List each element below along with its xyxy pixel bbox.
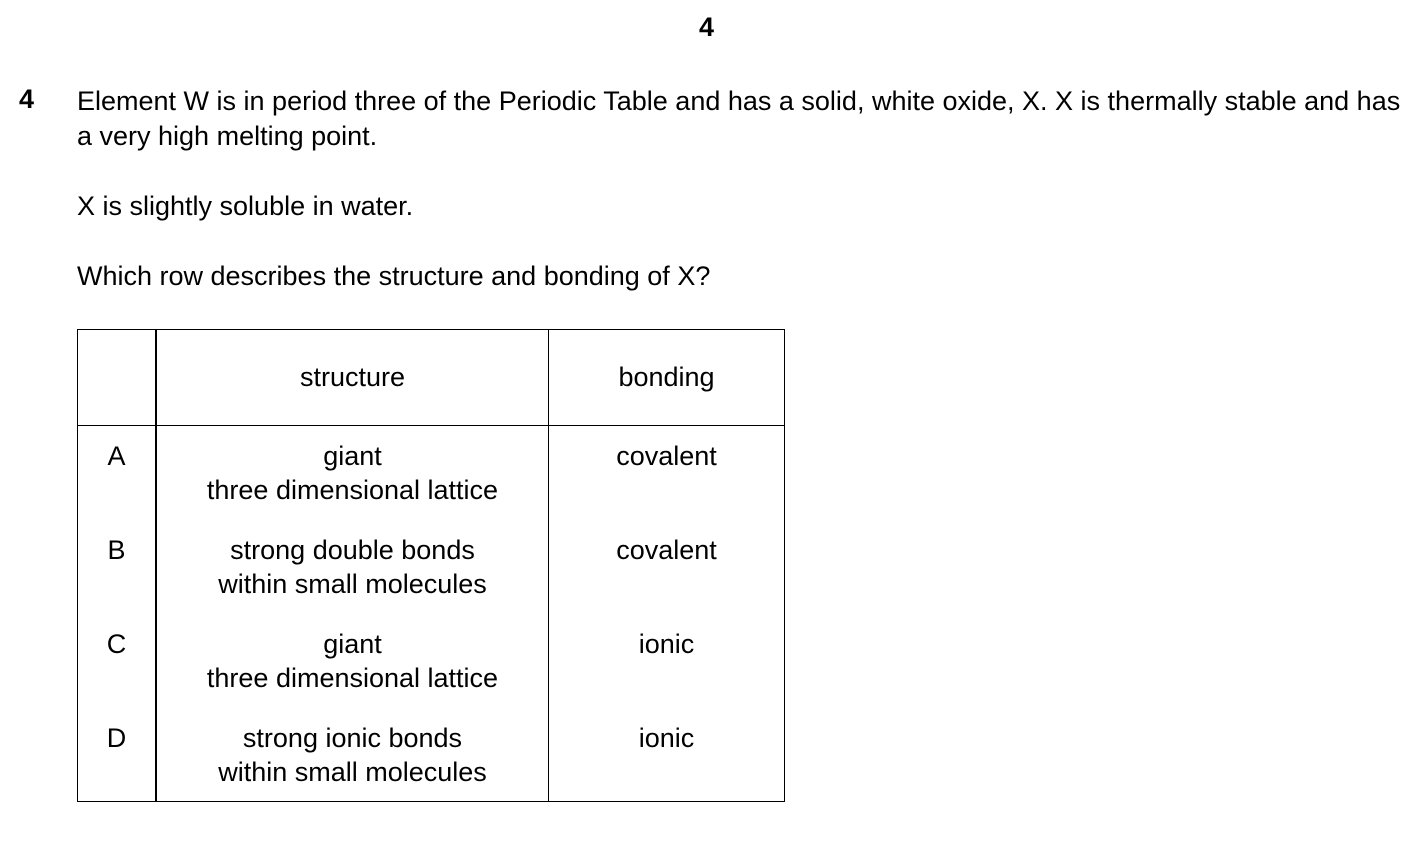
option-row-a: [78, 426, 785, 520]
option-bonding: ionic: [549, 614, 785, 708]
header-structure: structure: [156, 330, 549, 426]
option-letter: B: [78, 520, 157, 614]
option-structure: [156, 520, 549, 614]
option-structure: [156, 614, 549, 708]
question-solubility: X is slightly soluble in water.: [77, 191, 414, 221]
question-number: 4: [19, 84, 35, 114]
option-letter: A: [78, 426, 157, 520]
table-header-row: [78, 330, 785, 426]
header-letter: [78, 330, 157, 426]
page-number: 4: [698, 12, 715, 42]
option-letter: D: [78, 708, 157, 802]
option-bonding: covalent: [549, 426, 785, 520]
structure-line: within small molecules: [218, 756, 487, 787]
structure-line: giant: [323, 628, 382, 659]
structure-line: strong ionic bonds: [242, 722, 463, 753]
option-structure: [156, 426, 549, 520]
structure-line: giant: [323, 441, 382, 471]
option-structure: [156, 708, 549, 802]
option-bonding: covalent: [549, 520, 785, 614]
option-letter: C: [78, 614, 157, 708]
option-row-c: [78, 614, 785, 708]
option-bonding: ionic: [549, 708, 785, 802]
structure-line: three dimensional lattice: [206, 475, 499, 505]
structure-line: within small molecules: [218, 568, 487, 599]
options-table: [77, 329, 785, 802]
question-prompt: Which row describes the structure and bonding of X?: [77, 261, 711, 291]
option-row-b: [78, 520, 785, 614]
question-stem: Element W is in period three of the Periodic Table and has a solid, white oxide, X. X is thermally stable and has a very high melting point.: [77, 86, 1401, 151]
structure-line: strong double bonds: [230, 534, 475, 565]
option-row-d: [78, 708, 785, 802]
header-bonding: bonding: [549, 330, 785, 426]
structure-line: three dimensional lattice: [206, 662, 499, 693]
